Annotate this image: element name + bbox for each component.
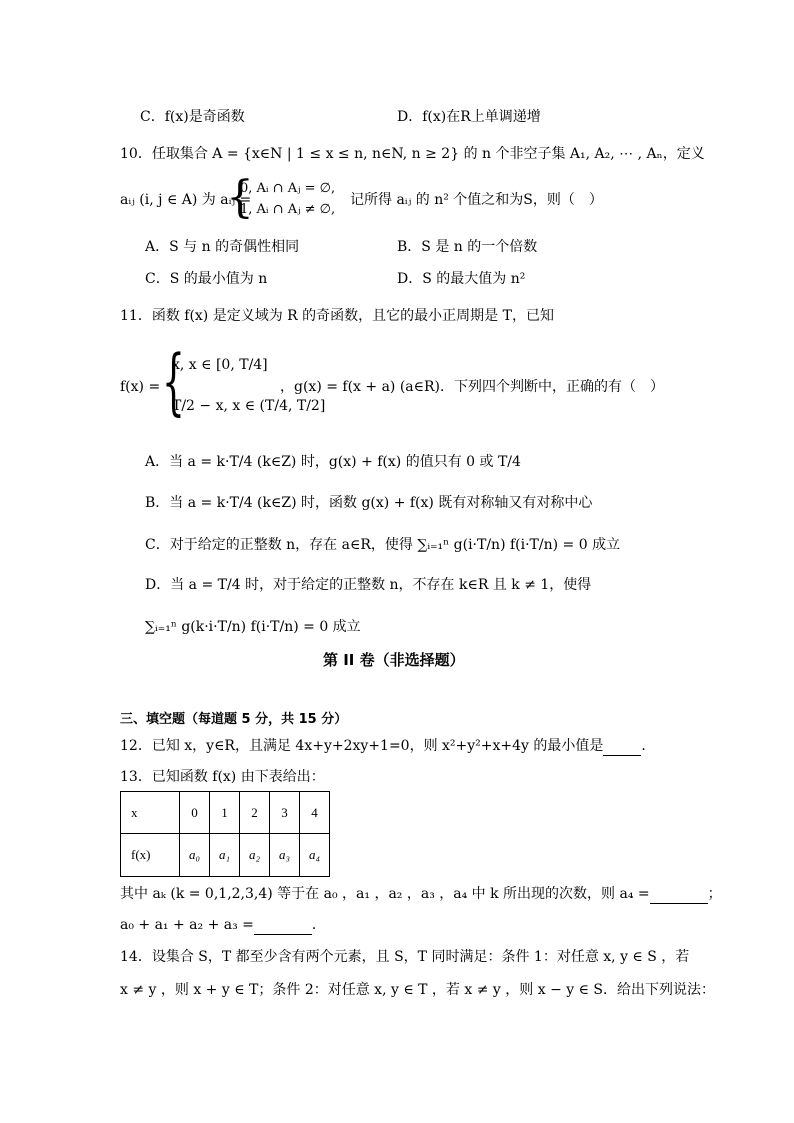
table-row xyxy=(121,792,330,834)
part3-heading: 三、填空题（每道题 5 分，共 15 分） xyxy=(120,712,348,727)
q10-option-b: B．S 是 n 的一个倍数 xyxy=(397,239,538,255)
table-cell: 2 xyxy=(240,792,270,834)
q10-option-d: D．S 的最大值为 n² xyxy=(397,271,526,287)
q11-option-c: C．对于给定的正整数 n，存在 a∈R，使得 ∑ᵢ₌₁ⁿ g(i·T/n) f(i·T/n) = 0 成立 xyxy=(145,537,621,553)
q11-option-d-line2: ∑ᵢ₌₁ⁿ g(k·i·T/n) f(i·T/n) = 0 成立 xyxy=(145,619,361,635)
q14-line1: 14．设集合 S，T 都至少含有两个元素，且 S，T 同时满足：条件 1：对任意 x, y ∈ S ，若 xyxy=(120,949,690,965)
q10-stem-line1: 10．任取集合 A = {x∈N | 1 ≤ x ≤ n, n∈N, n ≥ 2} 的 n 个非空子集 A₁, A₂, ⋯ , Aₙ，定义 xyxy=(120,146,705,162)
q13-after2-text: a₀ + a₁ + a₂ + a₃ = xyxy=(120,917,254,933)
q13-after1-end: ； xyxy=(707,886,722,902)
table-row xyxy=(121,834,330,877)
q11-piecewise-brace: { xyxy=(162,339,185,423)
q10-piecewise-brace: { xyxy=(226,172,254,223)
table-cell: 4 xyxy=(300,792,330,834)
q10-option-a: A．S 与 n 的奇偶性相同 xyxy=(145,239,300,255)
q12-text: 12．已知 x，y∈R，且满足 4x+y+2xy+1=0，则 x²+y²+x+4y 的最小值是 xyxy=(120,738,604,754)
q10-case1: 0, Aᵢ ∩ Aⱼ = ∅, xyxy=(240,181,336,196)
table-cell: x xyxy=(121,792,180,834)
q12-end: . xyxy=(641,738,646,754)
q12-answer-blank[interactable] xyxy=(603,741,641,756)
table-cell: a₃ xyxy=(270,834,300,877)
q14-line2: x ≠ y ，则 x + y ∈ T；条件 2：对任意 x, y ∈ T ，若 x ≠ y ，则 x − y ∈ S．给出下列说法： xyxy=(120,982,716,998)
q11-option-d-line1: D．当 a = T/4 时，对于给定的正整数 n，不存在 k∈R 且 k ≠ 1，使得 xyxy=(145,577,592,593)
q11-fx-right: ，g(x) = f(x + a) (a∈R)．下列四个判断中，正确的有（ ） xyxy=(280,379,665,395)
q13-value-table xyxy=(120,791,330,877)
q10-stem-right: 记所得 aᵢⱼ 的 n² 个值之和为S，则（ ） xyxy=(350,192,603,208)
table-cell: 1 xyxy=(210,792,240,834)
table-cell: f(x) xyxy=(121,834,180,877)
q11-case2: T/2 − x, x ∈ (T/4, T/2] xyxy=(172,398,326,414)
q13-after2-end: ． xyxy=(311,917,326,933)
q9-option-d: D．f(x)在R上单调递增 xyxy=(397,109,541,125)
q10-case2: 1, Aᵢ ∩ Aⱼ ≠ ∅, xyxy=(240,202,336,217)
q13-after1 xyxy=(120,884,722,904)
table-cell: 0 xyxy=(180,792,210,834)
table-cell: 3 xyxy=(270,792,300,834)
q13-sum-blank[interactable] xyxy=(254,920,312,935)
q10-stem-left: aᵢⱼ (i, j ∈ A) 为 aᵢⱼ = xyxy=(120,192,252,208)
table-cell: a₁ xyxy=(210,834,240,877)
q13-after2 xyxy=(120,915,326,935)
q11-option-a: A．当 a = k·T/4 (k∈Z) 时，g(x) + f(x) 的值只有 0 或 T/4 xyxy=(145,454,521,470)
table-cell: a₂ xyxy=(240,834,270,877)
table-cell: a₄ xyxy=(300,834,330,877)
q13-a4-blank[interactable] xyxy=(650,889,708,904)
q11-case1: x, x ∈ [0, T/4] xyxy=(172,357,268,373)
table-cell: a₀ xyxy=(180,834,210,877)
q11-fx-left: f(x) = xyxy=(120,379,161,395)
q13-after1-text: 其中 aₖ (k = 0,1,2,3,4) 等于在 a₀ ，a₁ ，a₂ ，a₃ ，a₄ 中 k 所出现的次数，则 a₄ = xyxy=(120,886,650,902)
q10-option-c: C．S 的最小值为 n xyxy=(145,271,268,287)
q11-stem: 11．函数 f(x) 是定义域为 R 的奇函数，且它的最小正周期是 T，已知 xyxy=(120,308,554,324)
section-title: 第 II 卷（非选择题） xyxy=(323,651,465,669)
q12-stem xyxy=(120,736,646,756)
q9-option-c: C．f(x)是奇函数 xyxy=(140,109,245,125)
q13-stem: 13．已知函数 f(x) 由下表给出： xyxy=(120,769,325,785)
q11-option-b: B．当 a = k·T/4 (k∈Z) 时，函数 g(x) + f(x) 既有对称轴又有对称中心 xyxy=(145,495,593,511)
